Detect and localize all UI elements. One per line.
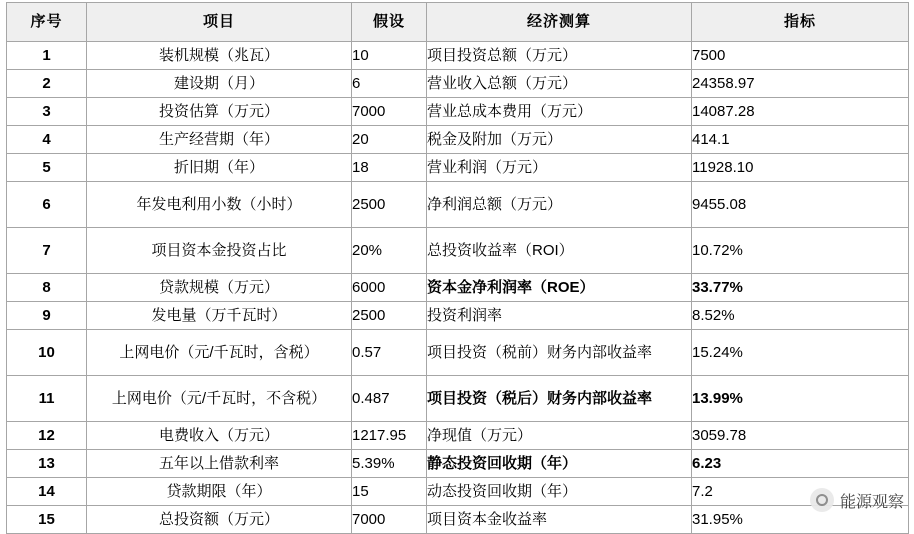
assumption-item-cell: 上网电价（元/千瓦时，含税） bbox=[87, 330, 352, 376]
assumption-value-cell: 0.57 bbox=[352, 330, 427, 376]
table-row bbox=[7, 42, 909, 70]
index-value-cell: 6.23 bbox=[692, 450, 909, 478]
economic-item-cell: 投资利润率 bbox=[427, 302, 692, 330]
assumption-value-cell: 20 bbox=[352, 126, 427, 154]
assumption-value-cell: 5.39% bbox=[352, 450, 427, 478]
assumption-item-cell: 五年以上借款利率 bbox=[87, 450, 352, 478]
index-value-cell: 9455.08 bbox=[692, 182, 909, 228]
table-row bbox=[7, 70, 909, 98]
assumption-item-cell: 贷款规模（万元） bbox=[87, 274, 352, 302]
table-row bbox=[7, 330, 909, 376]
assumption-item-cell: 建设期（月） bbox=[87, 70, 352, 98]
assumption-item-cell: 发电量（万千瓦时） bbox=[87, 302, 352, 330]
row-number-cell: 2 bbox=[7, 70, 87, 98]
table-row bbox=[7, 274, 909, 302]
table-row bbox=[7, 422, 909, 450]
table-row bbox=[7, 302, 909, 330]
assumption-value-cell: 18 bbox=[352, 154, 427, 182]
table-row bbox=[7, 126, 909, 154]
row-number-cell: 8 bbox=[7, 274, 87, 302]
row-number-cell: 14 bbox=[7, 478, 87, 506]
economic-item-cell: 营业总成本费用（万元） bbox=[427, 98, 692, 126]
index-value-cell: 13.99% bbox=[692, 376, 909, 422]
economic-item-cell: 营业利润（万元） bbox=[427, 154, 692, 182]
table-row bbox=[7, 506, 909, 534]
column-header-no: 序号 bbox=[7, 3, 87, 42]
row-number-cell: 15 bbox=[7, 506, 87, 534]
index-value-cell: 414.1 bbox=[692, 126, 909, 154]
row-number-cell: 3 bbox=[7, 98, 87, 126]
economic-item-cell: 项目投资（税前）财务内部收益率 bbox=[427, 330, 692, 376]
assumption-value-cell: 20% bbox=[352, 228, 427, 274]
index-value-cell: 10.72% bbox=[692, 228, 909, 274]
assumption-value-cell: 10 bbox=[352, 42, 427, 70]
row-number-cell: 11 bbox=[7, 376, 87, 422]
watermark bbox=[810, 488, 904, 512]
assumption-item-cell: 生产经营期（年） bbox=[87, 126, 352, 154]
row-number-cell: 9 bbox=[7, 302, 87, 330]
index-value-cell: 11928.10 bbox=[692, 154, 909, 182]
index-value-cell: 24358.97 bbox=[692, 70, 909, 98]
column-header-economic: 经济测算 bbox=[427, 3, 692, 42]
economic-item-cell: 营业收入总额（万元） bbox=[427, 70, 692, 98]
assumption-item-cell: 投资估算（万元） bbox=[87, 98, 352, 126]
assumption-item-cell: 折旧期（年） bbox=[87, 154, 352, 182]
economic-item-cell: 资本金净利润率（ROE） bbox=[427, 274, 692, 302]
row-number-cell: 7 bbox=[7, 228, 87, 274]
watermark-label: 能源观察 bbox=[839, 493, 904, 511]
assumption-value-cell: 6 bbox=[352, 70, 427, 98]
index-value-cell: 7500 bbox=[692, 42, 909, 70]
table-row bbox=[7, 478, 909, 506]
table-header bbox=[7, 3, 909, 42]
row-number-cell: 13 bbox=[7, 450, 87, 478]
row-number-cell: 10 bbox=[7, 330, 87, 376]
assumption-item-cell: 年发电利用小数（小时） bbox=[87, 182, 352, 228]
economic-item-cell: 动态投资回收期（年） bbox=[427, 478, 692, 506]
assumption-item-cell: 装机规模（兆瓦） bbox=[87, 42, 352, 70]
row-number-cell: 12 bbox=[7, 422, 87, 450]
economic-item-cell: 项目资本金收益率 bbox=[427, 506, 692, 534]
economic-item-cell: 税金及附加（万元） bbox=[427, 126, 692, 154]
assumption-value-cell: 2500 bbox=[352, 182, 427, 228]
table-body bbox=[7, 42, 909, 534]
table-row bbox=[7, 376, 909, 422]
economic-item-cell: 净利润总额（万元） bbox=[427, 182, 692, 228]
row-number-cell: 1 bbox=[7, 42, 87, 70]
assumption-value-cell: 6000 bbox=[352, 274, 427, 302]
row-number-cell: 4 bbox=[7, 126, 87, 154]
circle-logo-icon bbox=[810, 488, 834, 512]
table-row bbox=[7, 450, 909, 478]
index-value-cell: 15.24% bbox=[692, 330, 909, 376]
column-header-assumption: 假设 bbox=[352, 3, 427, 42]
index-value-cell: 33.77% bbox=[692, 274, 909, 302]
header-row bbox=[7, 3, 909, 42]
assumption-value-cell: 1217.95 bbox=[352, 422, 427, 450]
financial-metrics-table bbox=[6, 2, 909, 534]
assumption-value-cell: 15 bbox=[352, 478, 427, 506]
index-value-cell: 14087.28 bbox=[692, 98, 909, 126]
row-number-cell: 6 bbox=[7, 182, 87, 228]
economic-item-cell: 静态投资回收期（年） bbox=[427, 450, 692, 478]
economic-item-cell: 项目投资（税后）财务内部收益率 bbox=[427, 376, 692, 422]
index-value-cell: 7.2 bbox=[692, 478, 909, 506]
table-row bbox=[7, 182, 909, 228]
assumption-value-cell: 2500 bbox=[352, 302, 427, 330]
assumption-value-cell: 7000 bbox=[352, 506, 427, 534]
assumption-item-cell: 项目资本金投资占比 bbox=[87, 228, 352, 274]
assumption-item-cell: 电费收入（万元） bbox=[87, 422, 352, 450]
table-row bbox=[7, 228, 909, 274]
assumption-item-cell: 贷款期限（年） bbox=[87, 478, 352, 506]
column-header-item: 项目 bbox=[87, 3, 352, 42]
assumption-value-cell: 0.487 bbox=[352, 376, 427, 422]
assumption-item-cell: 上网电价（元/千瓦时，不含税） bbox=[87, 376, 352, 422]
index-value-cell: 31.95% bbox=[692, 506, 909, 534]
economic-item-cell: 总投资收益率（ROI） bbox=[427, 228, 692, 274]
assumption-item-cell: 总投资额（万元） bbox=[87, 506, 352, 534]
index-value-cell: 3059.78 bbox=[692, 422, 909, 450]
assumption-value-cell: 7000 bbox=[352, 98, 427, 126]
row-number-cell: 5 bbox=[7, 154, 87, 182]
table-row bbox=[7, 98, 909, 126]
economic-item-cell: 净现值（万元） bbox=[427, 422, 692, 450]
economic-item-cell: 项目投资总额（万元） bbox=[427, 42, 692, 70]
index-value-cell: 8.52% bbox=[692, 302, 909, 330]
table-row bbox=[7, 154, 909, 182]
financial-table-sheet bbox=[0, 2, 914, 528]
column-header-index: 指标 bbox=[692, 3, 909, 42]
